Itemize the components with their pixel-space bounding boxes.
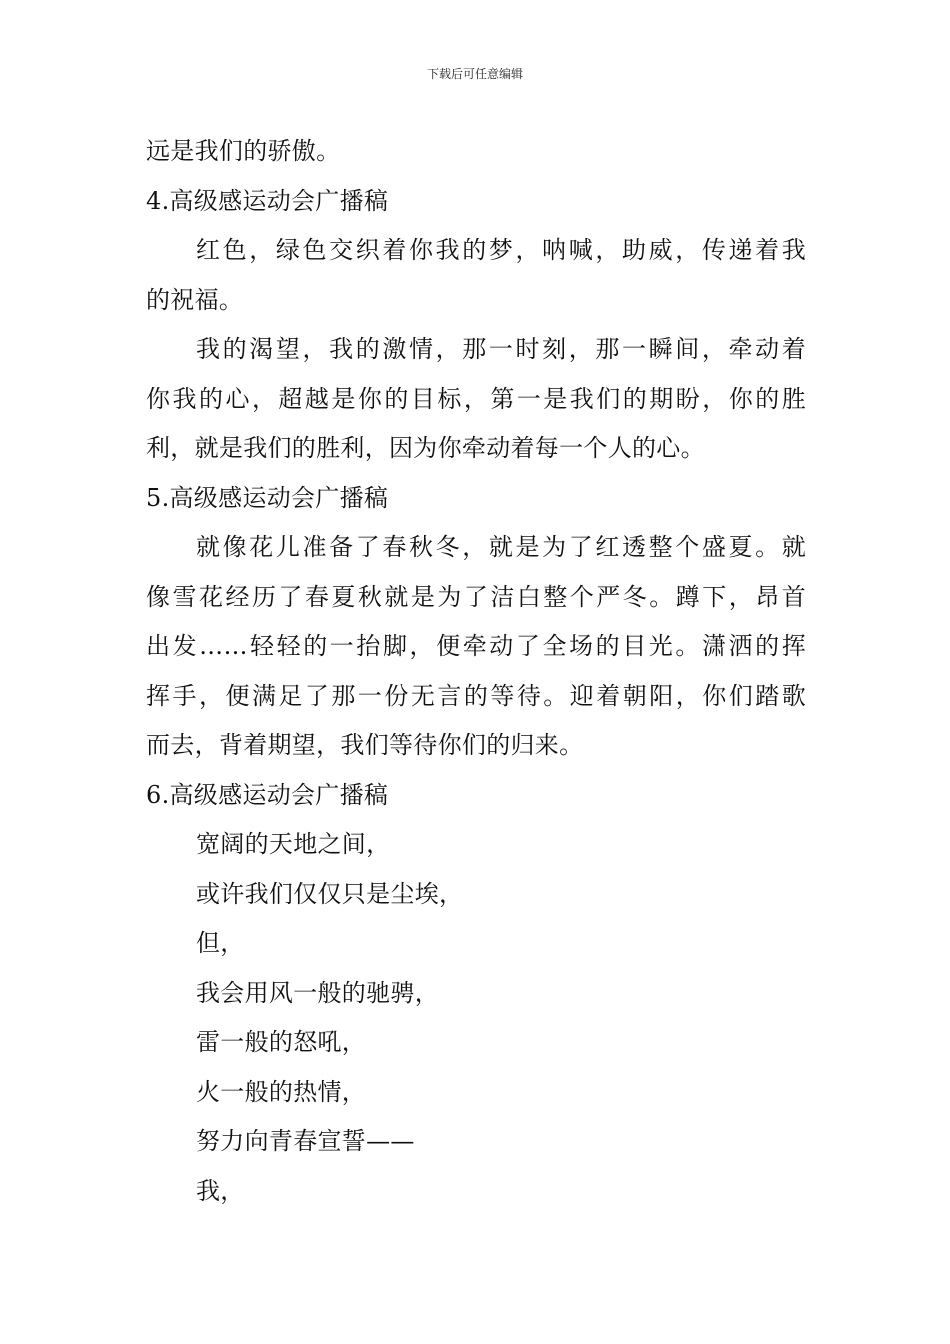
- paragraph-line: 像雪花经历了春夏秋就是为了洁白整个严冬。蹲下，昂首: [146, 582, 806, 611]
- poem-line: 努力向青春宣誓——: [196, 1127, 415, 1155]
- page-header-note: 下载后可任意编辑: [426, 67, 523, 81]
- section-heading: 4.高级感运动会广播稿: [146, 186, 389, 215]
- paragraph-line: 的祝福。: [146, 285, 244, 314]
- document-body: [146, 127, 806, 1216]
- paragraph-line: 挥手，便满足了那一份无言的等待。迎着朝阳，你们踏歌: [146, 681, 806, 710]
- poem-line: 我，: [196, 1176, 245, 1205]
- paragraph-line: 而去，背着期望，我们等待你们的归来。: [146, 731, 584, 759]
- paragraph-line: 利，就是我们的胜利，因为你牵动着每一个人的心。: [146, 434, 705, 462]
- poem-line: 火一般的热情，: [196, 1077, 367, 1106]
- paragraph-line: 你我的心，超越是你的目标，第一是我们的期盼，你的胜: [146, 384, 806, 413]
- paragraph-line: 我的渴望，我的激情，那一时刻，那一瞬间，牵动着: [196, 335, 806, 363]
- poem-line: 我会用风一般的驰骋，: [196, 978, 439, 1007]
- paragraph-line: 就像花儿准备了春秋冬，就是为了红透整个盛夏。就: [196, 533, 806, 561]
- poem-line: 或许我们仅仅只是尘埃，: [196, 879, 464, 908]
- poem-line: 雷一般的怒吼，: [196, 1028, 367, 1056]
- paragraph-line: 红色，绿色交织着你我的梦，呐喊，助威，传递着我: [196, 236, 806, 264]
- section-heading: 6.高级感运动会广播稿: [146, 780, 389, 809]
- section-heading: 5.高级感运动会广播稿: [146, 483, 389, 512]
- poem-line: 宽阔的天地之间，: [196, 830, 391, 858]
- paragraph-line: 出发……轻轻的一抬脚，便牵动了全场的目光。潇洒的挥: [146, 632, 806, 660]
- poem-line: 但，: [196, 929, 245, 957]
- paragraph-line: 远是我们的骄傲。: [146, 137, 341, 165]
